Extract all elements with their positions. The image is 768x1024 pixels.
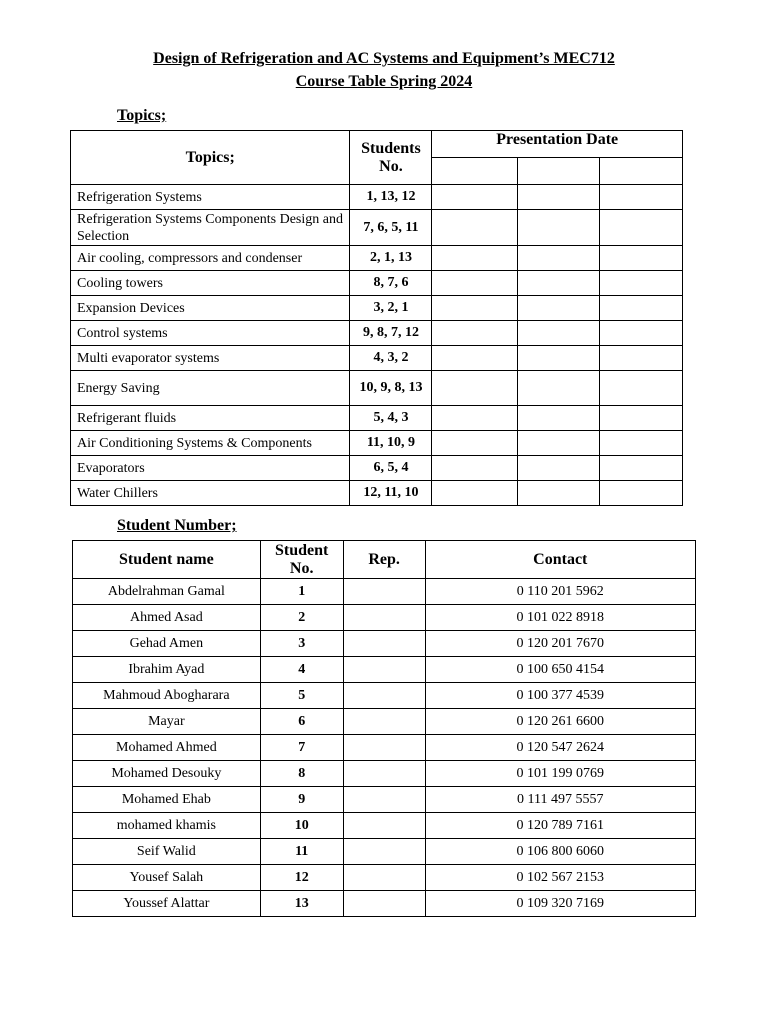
presentation-date-cell	[600, 406, 683, 431]
presentation-date-cell	[600, 185, 683, 210]
student-number: 9	[260, 787, 343, 813]
student-rep	[343, 683, 425, 709]
student-row	[73, 813, 696, 839]
topic-row	[71, 481, 683, 506]
topic-row	[71, 246, 683, 271]
topic-student-numbers: 9, 8, 7, 12	[350, 321, 432, 346]
student-rep	[343, 787, 425, 813]
student-number: 4	[260, 657, 343, 683]
topics-header-students: Students No.	[350, 131, 432, 185]
student-row	[73, 605, 696, 631]
student-contact: 0 100 377 4539	[425, 683, 695, 709]
presentation-date-subcell	[518, 158, 600, 185]
presentation-date-cell	[600, 321, 683, 346]
topic-name: Refrigeration Systems Components Design and Selection	[71, 210, 350, 246]
students-header-no: Student No.	[260, 541, 343, 579]
student-row	[73, 891, 696, 917]
student-number-section-label: Student Number;	[117, 517, 237, 534]
presentation-date-cell	[518, 296, 600, 321]
presentation-date-cell	[432, 456, 518, 481]
student-number: 11	[260, 839, 343, 865]
presentation-date-cell	[432, 321, 518, 346]
student-rep	[343, 735, 425, 761]
student-rep	[343, 761, 425, 787]
presentation-date-cell	[600, 431, 683, 456]
topic-row	[71, 406, 683, 431]
student-name: Gehad Amen	[73, 631, 261, 657]
student-row	[73, 839, 696, 865]
student-name: Ahmed Asad	[73, 605, 261, 631]
student-number: 3	[260, 631, 343, 657]
student-rep	[343, 865, 425, 891]
topic-student-numbers: 7, 6, 5, 11	[350, 210, 432, 246]
presentation-date-cell	[518, 346, 600, 371]
presentation-date-cell	[432, 431, 518, 456]
presentation-date-cell	[432, 371, 518, 406]
topic-student-numbers: 6, 5, 4	[350, 456, 432, 481]
student-row	[73, 579, 696, 605]
presentation-date-cell	[600, 371, 683, 406]
presentation-date-cell	[432, 246, 518, 271]
topics-section-label: Topics;	[117, 107, 167, 124]
topic-name: Expansion Devices	[71, 296, 350, 321]
topic-name: Evaporators	[71, 456, 350, 481]
topics-header-presentation-date: Presentation Date	[432, 131, 683, 158]
student-number: 1	[260, 579, 343, 605]
topic-student-numbers: 8, 7, 6	[350, 271, 432, 296]
student-contact: 0 100 650 4154	[425, 657, 695, 683]
students-header-rep: Rep.	[343, 541, 425, 579]
topic-row	[71, 371, 683, 406]
student-name: Mohamed Ehab	[73, 787, 261, 813]
student-rep	[343, 579, 425, 605]
presentation-date-cell	[518, 185, 600, 210]
presentation-date-subcell	[432, 158, 518, 185]
students-table	[72, 540, 696, 917]
students-table-body	[73, 579, 696, 917]
presentation-date-cell	[518, 456, 600, 481]
topic-row	[71, 321, 683, 346]
presentation-date-cell	[600, 456, 683, 481]
topic-name: Energy Saving	[71, 371, 350, 406]
student-row	[73, 787, 696, 813]
student-contact: 0 111 497 5557	[425, 787, 695, 813]
topic-name: Air cooling, compressors and condenser	[71, 246, 350, 271]
student-rep	[343, 657, 425, 683]
presentation-date-cell	[600, 210, 683, 246]
student-name: Mohamed Ahmed	[73, 735, 261, 761]
student-contact: 0 102 567 2153	[425, 865, 695, 891]
student-rep	[343, 709, 425, 735]
presentation-date-cell	[518, 321, 600, 346]
student-number: 7	[260, 735, 343, 761]
presentation-date-cell	[518, 246, 600, 271]
topic-student-numbers: 1, 13, 12	[350, 185, 432, 210]
student-contact: 0 106 800 6060	[425, 839, 695, 865]
student-rep	[343, 631, 425, 657]
student-row	[73, 709, 696, 735]
topic-row	[71, 296, 683, 321]
topic-row	[71, 346, 683, 371]
student-row	[73, 761, 696, 787]
student-contact: 0 120 789 7161	[425, 813, 695, 839]
presentation-date-cell	[432, 481, 518, 506]
presentation-date-cell	[432, 296, 518, 321]
students-header-contact: Contact	[425, 541, 695, 579]
presentation-date-cell	[518, 210, 600, 246]
topic-row	[71, 431, 683, 456]
student-name: Mohamed Desouky	[73, 761, 261, 787]
student-name: Abdelrahman Gamal	[73, 579, 261, 605]
topic-row	[71, 185, 683, 210]
topic-student-numbers: 12, 11, 10	[350, 481, 432, 506]
presentation-date-cell	[518, 481, 600, 506]
student-number: 6	[260, 709, 343, 735]
topic-student-numbers: 11, 10, 9	[350, 431, 432, 456]
presentation-date-subcell	[600, 158, 683, 185]
document-title: Design of Refrigeration and AC Systems and Equipment’s MEC712	[153, 50, 615, 67]
presentation-date-cell	[432, 185, 518, 210]
presentation-date-cell	[600, 346, 683, 371]
topic-name: Cooling towers	[71, 271, 350, 296]
presentation-date-cell	[432, 271, 518, 296]
student-contact: 0 109 320 7169	[425, 891, 695, 917]
presentation-date-cell	[518, 431, 600, 456]
student-number: 10	[260, 813, 343, 839]
student-rep	[343, 839, 425, 865]
topic-row	[71, 456, 683, 481]
topic-row	[71, 271, 683, 296]
student-name: Ibrahim Ayad	[73, 657, 261, 683]
topic-student-numbers: 4, 3, 2	[350, 346, 432, 371]
student-row	[73, 865, 696, 891]
student-row	[73, 631, 696, 657]
topic-student-numbers: 3, 2, 1	[350, 296, 432, 321]
presentation-date-cell	[518, 371, 600, 406]
topics-table-body	[71, 185, 683, 506]
presentation-date-cell	[518, 406, 600, 431]
presentation-date-cell	[432, 406, 518, 431]
presentation-date-cell	[600, 271, 683, 296]
student-rep	[343, 813, 425, 839]
student-contact: 0 101 199 0769	[425, 761, 695, 787]
topic-student-numbers: 2, 1, 13	[350, 246, 432, 271]
topic-student-numbers: 10, 9, 8, 13	[350, 371, 432, 406]
student-row	[73, 735, 696, 761]
student-name: Mahmoud Abogharara	[73, 683, 261, 709]
topic-name: Refrigeration Systems	[71, 185, 350, 210]
topic-name: Water Chillers	[71, 481, 350, 506]
student-name: Yousef Salah	[73, 865, 261, 891]
topic-name: Multi evaporator systems	[71, 346, 350, 371]
student-name: mohamed khamis	[73, 813, 261, 839]
students-header-name: Student name	[73, 541, 261, 579]
student-number: 8	[260, 761, 343, 787]
student-rep	[343, 605, 425, 631]
student-row	[73, 657, 696, 683]
student-contact: 0 110 201 5962	[425, 579, 695, 605]
topics-table	[70, 130, 683, 506]
student-contact: 0 120 261 6600	[425, 709, 695, 735]
presentation-date-cell	[600, 481, 683, 506]
presentation-date-cell	[432, 346, 518, 371]
presentation-date-cell	[518, 271, 600, 296]
presentation-date-cell	[600, 246, 683, 271]
presentation-date-cell	[432, 210, 518, 246]
document-subtitle: Course Table Spring 2024	[295, 73, 473, 90]
student-number: 5	[260, 683, 343, 709]
student-contact: 0 120 201 7670	[425, 631, 695, 657]
student-number: 2	[260, 605, 343, 631]
student-number: 13	[260, 891, 343, 917]
student-name: Mayar	[73, 709, 261, 735]
presentation-date-cell	[600, 296, 683, 321]
topic-name: Air Conditioning Systems & Components	[71, 431, 350, 456]
topic-student-numbers: 5, 4, 3	[350, 406, 432, 431]
topic-name: Control systems	[71, 321, 350, 346]
topics-header-topic: Topics;	[71, 131, 350, 185]
student-row	[73, 683, 696, 709]
topic-name: Refrigerant fluids	[71, 406, 350, 431]
student-contact: 0 120 547 2624	[425, 735, 695, 761]
student-rep	[343, 891, 425, 917]
student-name: Seif Walid	[73, 839, 261, 865]
student-contact: 0 101 022 8918	[425, 605, 695, 631]
student-name: Youssef Alattar	[73, 891, 261, 917]
student-number: 12	[260, 865, 343, 891]
topic-row	[71, 210, 683, 246]
